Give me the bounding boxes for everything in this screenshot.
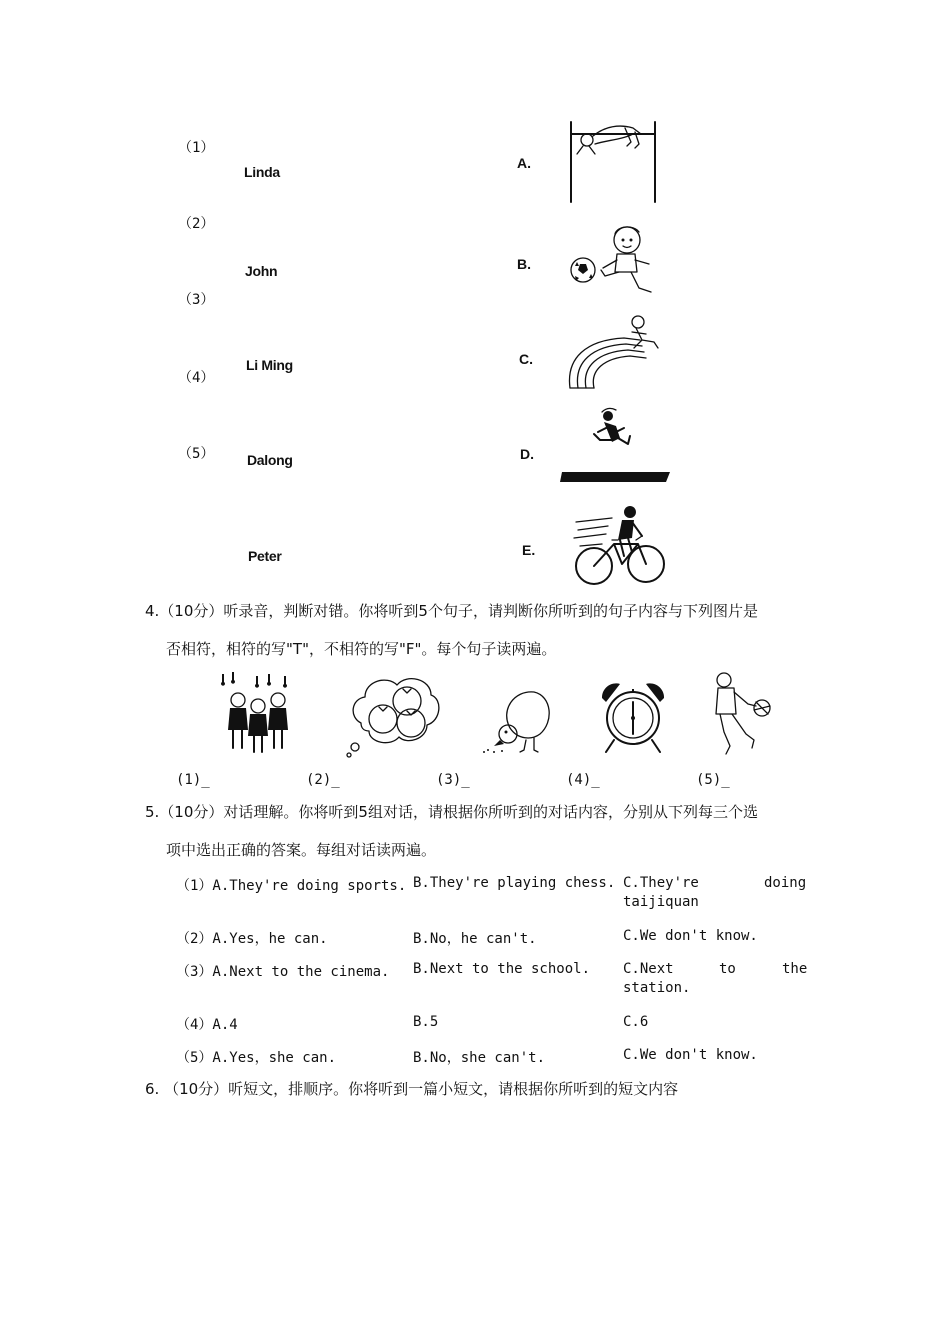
q5-row3-option-a[interactable]: （3）A.Next to the cinema.	[176, 964, 390, 980]
q4-instruction-line1: 4.（10分）听录音，判断对错。你将听到5个句子，请判断你所听到的句子内容与下列图片是	[145, 602, 758, 620]
q5-row5-option-b[interactable]: B.No，she can't.	[413, 1050, 546, 1066]
name-li-ming: Li Ming	[246, 357, 293, 373]
name-john: John	[245, 263, 278, 279]
long-jump-icon	[558, 404, 674, 486]
item-number-5: （5）	[178, 446, 215, 462]
q5-row5-option-c[interactable]: C.We don't know.	[623, 1047, 758, 1063]
q5-row2-option-a[interactable]: （2）A.Yes，he can.	[176, 931, 328, 947]
item-number-4: （4）	[178, 370, 215, 386]
q5-row1-option-b[interactable]: B.They're playing chess.	[413, 875, 616, 891]
q5-row1-option-c-part3: taijiquan	[623, 894, 699, 910]
q5-row1-option-a[interactable]: （1）A.They're doing sports.	[176, 878, 407, 894]
option-label-b: B.	[517, 256, 531, 272]
q4-instruction-line2: 否相符，相符的写"T"，不相符的写"F"。每个句子读两遍。	[166, 640, 557, 658]
option-label-c: C.	[519, 351, 533, 367]
q6-instruction-line1: 6. （10分）听短文，排顺序。你将听到一篇小短文，请根据你所听到的短文内容	[145, 1080, 679, 1098]
q5-row3-option-b[interactable]: B.Next to the school.	[413, 961, 591, 977]
alarm-clock-icon	[598, 680, 668, 754]
q5-row3-option-c-part3: station.	[623, 980, 691, 996]
q5-row3-option-c-part2b: the	[782, 961, 808, 977]
q5-row2-option-b[interactable]: B.No，he can't.	[413, 931, 537, 947]
football-kick-icon	[567, 220, 659, 298]
q5-row4-option-b[interactable]: B.5	[413, 1014, 439, 1030]
name-linda: Linda	[244, 164, 280, 180]
item-number-2: （2）	[178, 216, 215, 232]
item-number-1: （1）	[178, 140, 215, 156]
q5-row4-option-c[interactable]: C.6	[623, 1014, 649, 1030]
chick-eating-icon	[480, 684, 556, 754]
item-number-3: （3）	[178, 292, 215, 308]
q5-row3-option-c-part1[interactable]: C.Next	[623, 961, 674, 977]
cycling-icon	[572, 500, 666, 588]
basketball-player-icon	[706, 670, 776, 760]
q5-row1-option-c-part2: doing	[764, 875, 807, 891]
q5-row3-option-c-part2: to	[719, 961, 736, 977]
singing-girls-icon	[218, 670, 300, 754]
q4-blank-1[interactable]: (1)_	[176, 772, 210, 788]
tomatoes-thought-icon	[347, 673, 443, 759]
running-track-icon	[562, 312, 670, 392]
q5-row4-option-a[interactable]: （4）A.4	[176, 1017, 238, 1033]
option-label-e: E.	[522, 542, 536, 558]
q5-row2-option-c[interactable]: C.We don't know.	[623, 928, 758, 944]
name-dalong: Dalong	[247, 452, 293, 468]
high-jump-icon	[565, 118, 660, 204]
name-peter: Peter	[248, 548, 282, 564]
q5-instruction-line1: 5.（10分）对话理解。你将听到5组对话，请根据你所听到的对话内容，分别从下列每三个选	[145, 803, 758, 821]
q4-blank-4[interactable]: (4)_	[566, 772, 600, 788]
option-label-d: D.	[520, 446, 534, 462]
q5-row5-option-a[interactable]: （5）A.Yes，she can.	[176, 1050, 337, 1066]
q4-blank-5[interactable]: (5)_	[696, 772, 730, 788]
q4-blank-3[interactable]: (3)_	[436, 772, 470, 788]
q5-row1-option-c-part1[interactable]: C.They're	[623, 875, 699, 891]
q5-instruction-line2: 项中选出正确的答案。每组对话读两遍。	[166, 841, 437, 859]
option-label-a: A.	[517, 155, 531, 171]
q4-blank-2[interactable]: (2)_	[306, 772, 340, 788]
